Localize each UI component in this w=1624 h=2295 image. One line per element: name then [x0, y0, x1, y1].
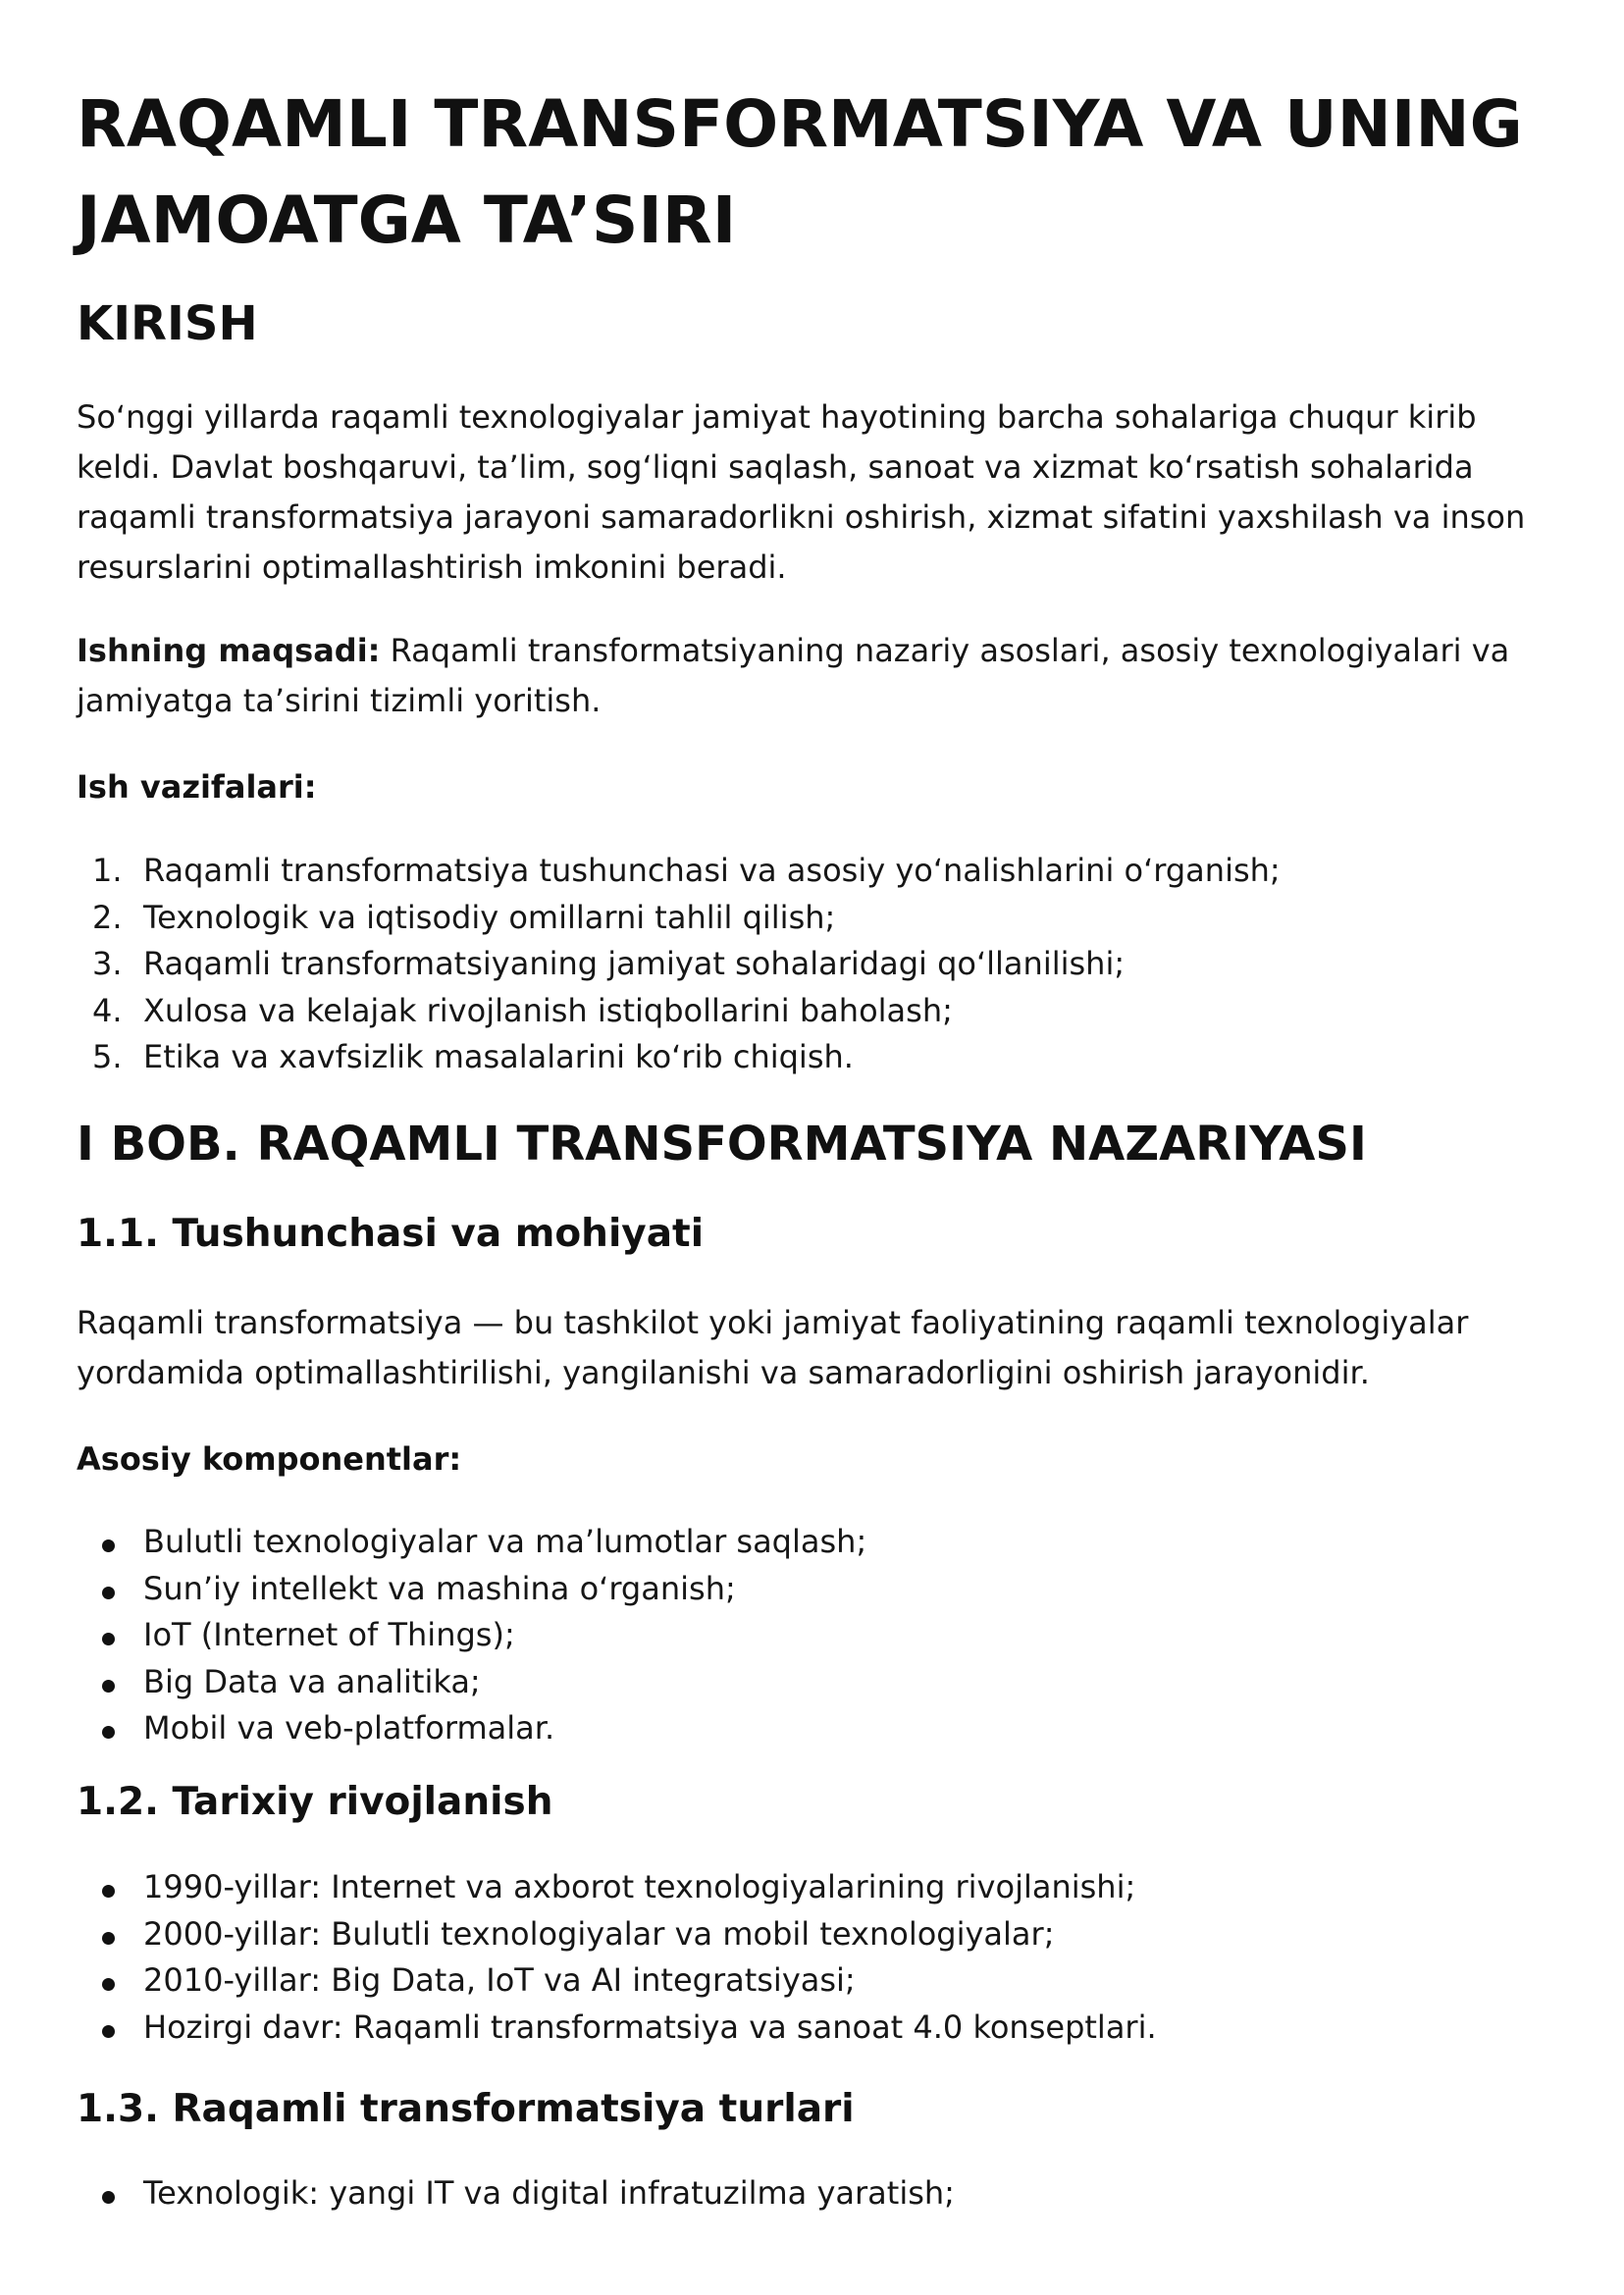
bullet-icon — [102, 2191, 115, 2204]
list-item — [77, 1864, 1157, 1911]
section-1-1-paragraph: Raqamli transformatsiya — bu tashkilot yoki jamiyat faoliyatining raqamli texnologiyalar yordamida optimallashtirilishi, yangilanishi va samaradorligini oshirish jarayonidir. — [77, 1304, 1469, 1391]
section-heading-1-3: 1.3. Raqamli transformatsiya turlari — [77, 2087, 855, 2131]
goal-paragraph — [77, 626, 1548, 726]
list-item — [77, 1911, 1157, 1958]
bullet-icon — [102, 1539, 115, 1552]
bullet-icon — [102, 1885, 115, 1898]
intro-heading: KIRISH — [77, 296, 258, 351]
list-item-text: Etika va xavfsizlik masalalarini ko‘rib chiqish. — [143, 1038, 854, 1075]
list-item-number: 1. — [92, 852, 123, 889]
list-item — [77, 1566, 866, 1613]
list-item-text: IoT (Internet of Things); — [143, 1616, 515, 1653]
list-item — [77, 1705, 866, 1752]
section-heading-1-2: 1.2. Tarixiy rivojlanish — [77, 1780, 553, 1824]
list-item — [77, 2170, 955, 2217]
list-item-number: 3. — [92, 945, 123, 982]
history-list — [77, 1864, 1157, 2051]
goal-text: Raqamli transformatsiyaning nazariy asoslari, asosiy texnologiyalari va jamiyatga ta’sirini tizimli yoritish. — [77, 632, 1510, 719]
list-item-text: Bulutli texnologiyalar va ma’lumotlar saqlash; — [143, 1523, 867, 1560]
list-item — [77, 1659, 866, 1706]
tasks-list — [77, 848, 1281, 1081]
list-item — [77, 848, 1281, 895]
section-heading-1-1: 1.1. Tushunchasi va mohiyati — [77, 1212, 705, 1256]
intro-paragraph: So‘nggi yillarda raqamli texnologiyalar jamiyat hayotining barcha sohalariga chuqur kirib keldi. Davlat boshqaruvi, ta’lim, sog‘liqni saqlash, sanoat va xizmat ko‘rsatish sohalarida raqamli transformatsiya jarayoni samaradorlikni oshirish, xizmat sifatini yaxshilash va inson resurslarini optimallashtirish imkonini beradi. — [77, 398, 1526, 586]
bullet-icon — [102, 1633, 115, 1645]
bullet-icon — [102, 1726, 115, 1739]
list-item-text: Xulosa va kelajak rivojlanish istiqbollarini baholash; — [143, 991, 953, 1029]
bullet-icon — [102, 1932, 115, 1945]
list-item — [77, 1612, 866, 1659]
list-item-text: Raqamli transformatsiyaning jamiyat sohalaridagi qo‘llanilishi; — [143, 945, 1126, 982]
list-item — [77, 1519, 866, 1566]
list-item-text: 1990-yillar: Internet va axborot texnologiyalarining rivojlanishi; — [143, 1868, 1136, 1905]
list-item-text: Sun’iy intellekt va mashina o‘rganish; — [143, 1569, 736, 1607]
document-title: RAQAMLI TRANSFORMATSIYA VA UNING JAMOATGA TA’SIRI — [77, 86, 1523, 258]
list-item-text: 2010-yillar: Big Data, IoT va AI integratsiyasi; — [143, 1961, 856, 1999]
bullet-icon — [102, 1587, 115, 1599]
list-item — [77, 1034, 1281, 1081]
list-item-number: 5. — [92, 1038, 123, 1075]
list-item-text: Texnologik: yangi IT va digital infratuzilma yaratish; — [143, 2174, 955, 2212]
bullet-icon — [102, 2025, 115, 2038]
list-item-text: Texnologik va iqtisodiy omillarni tahlil qilish; — [143, 898, 836, 936]
goal-label: Ishning maqsadi: — [77, 632, 381, 669]
chapter-heading: I BOB. RAQAMLI TRANSFORMATSIYA NAZARIYASI — [77, 1117, 1367, 1172]
tasks-label: Ish vazifalari: — [77, 768, 317, 806]
list-item-number: 2. — [92, 898, 123, 936]
types-list — [77, 2170, 955, 2217]
list-item-text: 2000-yillar: Bulutli texnologiyalar va mobil texnologiyalar; — [143, 1914, 1055, 1953]
bullet-icon — [102, 1978, 115, 1991]
list-item — [77, 2005, 1157, 2052]
list-item — [77, 895, 1281, 942]
list-item — [77, 1957, 1157, 2005]
bullet-icon — [102, 1680, 115, 1693]
list-item-text: Big Data va analitika; — [143, 1662, 481, 1700]
components-list — [77, 1519, 866, 1752]
list-item-text: Raqamli transformatsiya tushunchasi va asosiy yo‘nalishlarini o‘rganish; — [143, 852, 1281, 889]
list-item — [77, 941, 1281, 988]
list-item-text: Hozirgi davr: Raqamli transformatsiya va sanoat 4.0 konseptlari. — [143, 2008, 1157, 2046]
list-item-text: Mobil va veb-platformalar. — [143, 1709, 555, 1747]
list-item — [77, 988, 1281, 1035]
components-label: Asosiy komponentlar: — [77, 1440, 462, 1478]
list-item-number: 4. — [92, 991, 123, 1029]
